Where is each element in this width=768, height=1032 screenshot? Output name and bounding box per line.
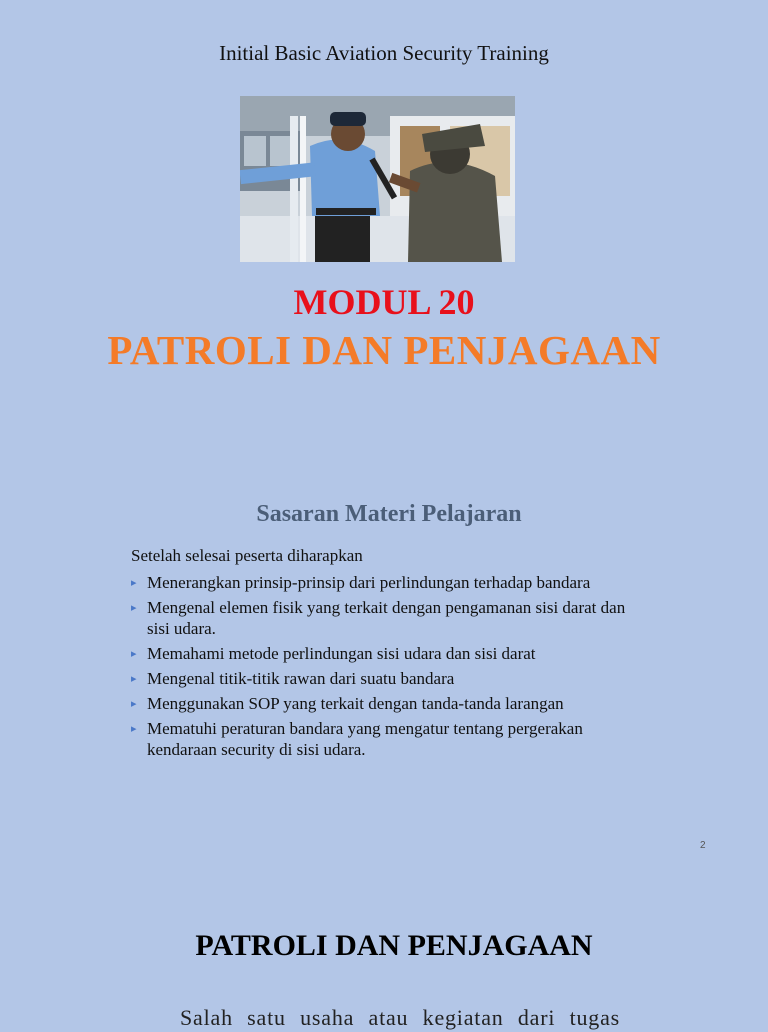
list-item: ▸ Memahami metode perlindungan sisi udara dan sisi darat [131,644,536,663]
triangle-bullet-icon: ▸ [131,648,137,660]
triangle-bullet-icon: ▸ [131,602,137,614]
list-item: ▸ Menggunakan SOP yang terkait dengan tanda-tanda larangan [131,694,564,713]
security-screening-photo [240,96,515,262]
triangle-bullet-icon: ▸ [131,698,137,710]
list-item: ▸ Mematuhi peraturan bandara yang mengatur tentang pergerakan kendaraan security di sisi udara. [131,719,583,759]
body-text: Salah satu usaha atau kegiatan dari tugas [180,1005,621,1030]
objectives-intro: Setelah selesai peserta diharapkan [131,546,363,565]
section-title: PATROLI DAN PENJAGAAN [195,929,593,962]
module-number: MODUL 20 [293,282,475,322]
module-title: PATROLI DAN PENJAGAAN [107,327,661,373]
triangle-bullet-icon: ▸ [131,577,137,589]
objectives-list [131,572,651,764]
list-item: ▸ Menerangkan prinsip-prinsip dari perlindungan terhadap bandara [131,573,591,592]
objectives-heading: Sasaran Materi Pelajaran [256,501,522,527]
list-item: ▸ Mengenal elemen fisik yang terkait dengan pengamanan sisi darat dan sisi udara. [131,598,626,638]
course-title: Initial Basic Aviation Security Training [219,41,549,65]
page-number: 2 [700,840,706,851]
list-item: ▸ Mengenal titik-titik rawan dari suatu bandara [131,669,455,688]
triangle-bullet-icon: ▸ [131,673,137,685]
triangle-bullet-icon: ▸ [131,723,137,735]
